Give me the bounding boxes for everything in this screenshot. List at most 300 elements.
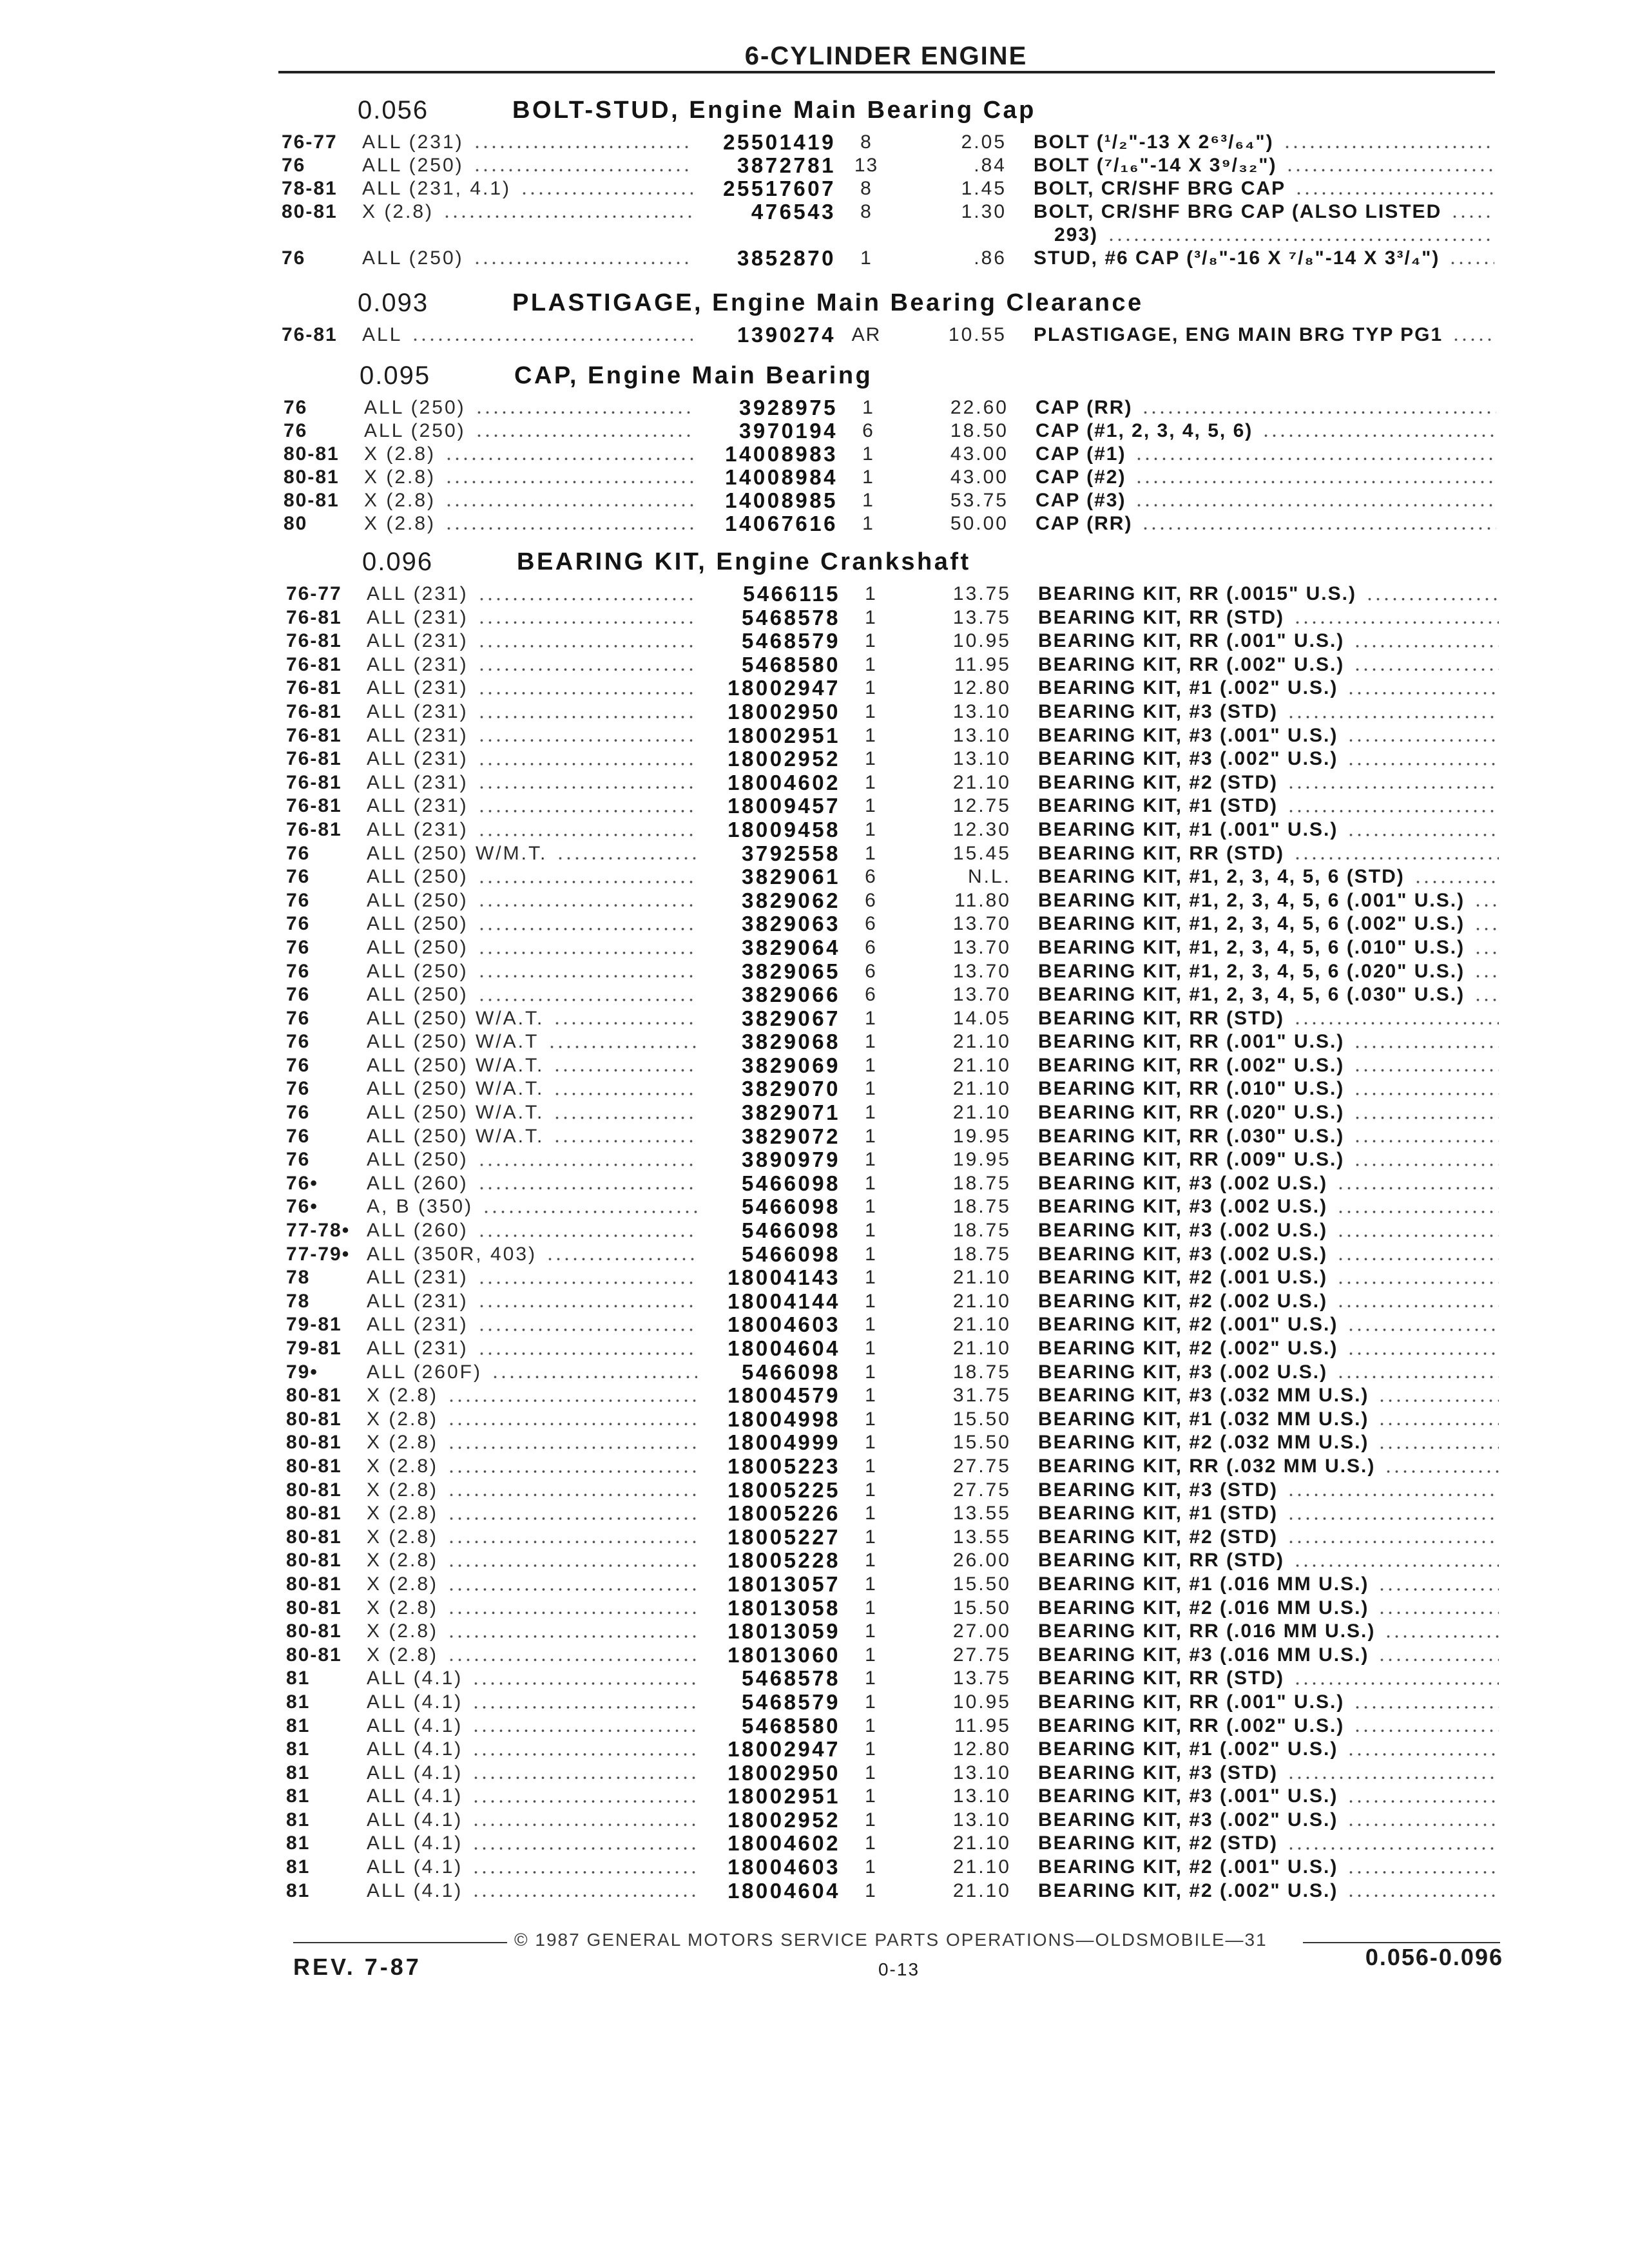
dot-leader (472, 1762, 697, 1785)
model-cell (367, 1856, 711, 1879)
description-cell (1038, 1691, 1499, 1715)
model-year: 78-81 (282, 178, 338, 199)
description-cell (1038, 1856, 1499, 1879)
dot-leader (473, 247, 693, 270)
quantity: 1 (865, 1455, 877, 1477)
description-cell (1038, 1479, 1499, 1503)
description-cell (1038, 1101, 1499, 1125)
model-cell (367, 1148, 711, 1172)
model-cell (367, 724, 711, 748)
quantity: 1 (865, 1267, 877, 1289)
quantity: 1 (865, 1644, 877, 1666)
dot-leader (1347, 747, 1499, 771)
group-range: 0.056-0.096 (1365, 1944, 1503, 1970)
description-text: BEARING KIT, #2 (.002" U.S.) (1038, 1338, 1338, 1359)
model-text: ALL (4.1) (367, 1762, 463, 1783)
description-text: BEARING KIT, #2 (STD) (1038, 1526, 1278, 1548)
dot-leader (1353, 1125, 1499, 1149)
quantity: 6 (865, 913, 877, 935)
price: 13.10 (952, 1762, 1011, 1783)
part-number: 3928975 (739, 396, 838, 419)
description-text: BEARING KIT, #1 (STD) (1038, 795, 1278, 817)
part-number: 3829062 (742, 888, 840, 912)
part-number: 18004143 (728, 1265, 840, 1290)
model-year: 80-81 (286, 1432, 342, 1454)
price: 18.50 (950, 420, 1008, 441)
parts-row (286, 1172, 1501, 1196)
model-cell (367, 818, 711, 842)
part-number: 5468580 (742, 652, 840, 677)
description-cell (1038, 1384, 1499, 1408)
quantity: 1 (862, 397, 874, 418)
parts-row (286, 889, 1501, 913)
dot-leader (553, 1054, 697, 1078)
model-text: ALL (250) (367, 889, 468, 911)
parts-row (286, 1290, 1501, 1314)
dot-leader (445, 466, 695, 489)
model-text: ALL (4.1) (367, 1809, 463, 1831)
dot-leader (411, 323, 693, 347)
price: 21.10 (952, 1102, 1011, 1124)
model-text: ALL (231) (362, 131, 464, 153)
description-cell (1038, 1007, 1499, 1031)
parts-row (286, 1715, 1501, 1738)
model-cell (367, 1762, 711, 1785)
part-number: 3792558 (742, 841, 840, 865)
description-cell (1038, 1030, 1499, 1054)
model-text: X (2.8) (367, 1503, 439, 1524)
part-number: 3829065 (742, 959, 840, 983)
model-year: 80-81 (286, 1385, 342, 1407)
model-year: 76 (286, 1078, 311, 1100)
price: 18.75 (952, 1172, 1011, 1194)
dot-leader (1293, 842, 1499, 866)
model-text: ALL (4.1) (367, 1856, 463, 1878)
model-year: 76 (286, 984, 311, 1006)
price: 18.75 (952, 1220, 1011, 1242)
dot-leader (1347, 818, 1499, 842)
quantity: 6 (865, 984, 877, 1006)
part-number: 476543 (751, 200, 836, 224)
description-text: BEARING KIT, #1 (.016 MM U.S.) (1038, 1573, 1369, 1595)
part-number: 18004144 (728, 1289, 840, 1313)
price: 31.75 (952, 1385, 1011, 1407)
model-text: X (2.8) (367, 1385, 439, 1407)
dot-leader (472, 1832, 697, 1856)
dot-leader (1474, 912, 1499, 936)
part-number: 18002951 (728, 1784, 840, 1809)
dot-leader (477, 653, 697, 677)
parts-row (286, 1243, 1501, 1267)
model-cell (364, 466, 709, 489)
model-year: 76 (286, 1054, 311, 1076)
model-cell (367, 1431, 711, 1455)
part-number: 18005225 (728, 1477, 840, 1502)
model-cell (362, 131, 707, 154)
price: 50.00 (950, 513, 1008, 534)
price: 12.80 (952, 1738, 1011, 1760)
description-cell (1038, 1361, 1499, 1385)
section-title: BEARING KIT, Engine Crankshaft (517, 548, 971, 575)
price: 27.75 (952, 1644, 1011, 1666)
dot-leader (477, 700, 697, 724)
description-cell (1038, 818, 1499, 842)
parts-row (286, 1195, 1501, 1219)
part-number: 18004579 (728, 1383, 840, 1408)
price: 15.50 (952, 1597, 1011, 1619)
model-text: X (2.8) (364, 513, 436, 534)
description-cell (1038, 1832, 1499, 1856)
description-cell (1038, 1455, 1499, 1479)
description-cell (1038, 1879, 1499, 1903)
description-cell (1036, 466, 1496, 489)
description-text: BEARING KIT, #2 (.001" U.S.) (1038, 1856, 1338, 1878)
dot-leader (447, 1597, 697, 1620)
description-cell (1038, 1620, 1499, 1644)
description-cell (1034, 200, 1494, 224)
parts-row (286, 582, 1501, 606)
quantity: 1 (865, 1432, 877, 1454)
model-cell (362, 177, 707, 200)
model-text: ALL (231) (367, 724, 468, 746)
description-cell (1038, 1667, 1499, 1691)
model-year: 80-81 (284, 466, 340, 488)
quantity: 1 (865, 1314, 877, 1336)
price: 43.00 (950, 443, 1008, 465)
dot-leader (477, 983, 697, 1007)
model-year: 76-81 (286, 748, 342, 770)
description-cell (1038, 1172, 1499, 1196)
model-text: ALL (250) (367, 913, 468, 935)
model-text: ALL (4.1) (367, 1832, 463, 1854)
model-year: 80-81 (286, 1479, 342, 1501)
price: 11.95 (954, 1715, 1011, 1736)
section-title: BOLT-STUD, Engine Main Bearing Cap (512, 97, 1036, 124)
parts-row (286, 724, 1501, 748)
model-year: 81 (286, 1879, 311, 1901)
model-cell (367, 1337, 711, 1361)
quantity: 1 (865, 1503, 877, 1524)
price: 13.10 (952, 748, 1011, 770)
section-title: PLASTIGAGE, Engine Main Bearing Clearance (512, 289, 1144, 316)
dot-leader (1378, 1573, 1499, 1597)
parts-row (286, 1384, 1501, 1408)
model-cell (367, 1455, 711, 1479)
model-text: ALL (231) (367, 606, 468, 628)
price: 13.70 (952, 984, 1011, 1006)
quantity: 1 (865, 1243, 877, 1265)
model-text: ALL (260F) (367, 1361, 482, 1383)
model-text: X (2.8) (364, 466, 436, 488)
description-cell (1038, 1408, 1499, 1432)
part-number: 14008985 (725, 488, 838, 512)
dot-leader (472, 1738, 697, 1762)
description-cell (1038, 1148, 1499, 1172)
dot-leader (1347, 724, 1499, 748)
model-cell (367, 865, 711, 889)
dot-leader (1353, 1054, 1499, 1078)
dot-leader (472, 1809, 697, 1832)
model-cell (367, 794, 711, 818)
price: 13.70 (952, 913, 1011, 935)
dot-leader (1378, 1597, 1499, 1620)
parts-row (286, 1620, 1501, 1644)
description-cell (1038, 912, 1499, 936)
model-text: ALL (4.1) (367, 1785, 463, 1807)
dot-leader (1135, 489, 1496, 512)
model-text: ALL (231, 4.1) (362, 178, 512, 199)
price: .86 (974, 247, 1007, 269)
model-text: ALL (250) (362, 155, 464, 176)
price: 15.50 (952, 1432, 1011, 1454)
quantity: 1 (865, 1762, 877, 1783)
description-text: BEARING KIT, #1 (.002" U.S.) (1038, 677, 1338, 699)
quantity: 1 (865, 1149, 877, 1171)
model-cell (364, 419, 709, 443)
dot-leader (1474, 889, 1499, 913)
dot-leader (1293, 606, 1499, 630)
model-year: 79-81 (286, 1314, 342, 1336)
quantity: 1 (862, 490, 874, 511)
model-year: 76• (286, 1196, 318, 1218)
parts-row (284, 396, 1498, 419)
dot-leader (1141, 396, 1496, 419)
parts-row (284, 489, 1498, 512)
description-cell (1038, 1573, 1499, 1597)
model-cell (367, 1644, 711, 1667)
dot-leader (445, 512, 695, 535)
description-text: BEARING KIT, #3 (.002 U.S.) (1038, 1361, 1328, 1383)
description-text: BEARING KIT, #2 (.002" U.S.) (1038, 1879, 1338, 1901)
parts-row (286, 677, 1501, 700)
dot-leader (477, 629, 697, 653)
dot-leader (477, 582, 697, 606)
dot-leader (1336, 1219, 1499, 1243)
dot-leader (1353, 1030, 1499, 1054)
description-cell (1038, 865, 1499, 889)
dot-leader (1287, 1526, 1499, 1550)
quantity: 1 (865, 842, 877, 864)
model-text: ALL (4.1) (367, 1667, 463, 1689)
model-cell (367, 653, 711, 677)
model-text: X (2.8) (367, 1526, 439, 1548)
description-cell (1038, 724, 1499, 748)
model-cell (367, 1266, 711, 1290)
dot-leader (477, 889, 697, 913)
model-cell (364, 396, 709, 419)
price: 2.05 (961, 131, 1007, 153)
price: 13.70 (952, 960, 1011, 982)
part-number: 18004604 (728, 1336, 840, 1360)
model-text: ALL (231) (367, 1314, 468, 1336)
part-number: 3829067 (742, 1006, 840, 1030)
part-number: 3829068 (742, 1030, 840, 1054)
part-number: 5466098 (742, 1171, 840, 1195)
description-cell (1038, 1077, 1499, 1101)
parts-row (286, 653, 1501, 677)
description-cell (1034, 154, 1494, 177)
price: 13.75 (952, 606, 1011, 628)
price: 13.55 (952, 1526, 1011, 1548)
quantity: 1 (865, 677, 877, 699)
price: 12.80 (952, 677, 1011, 699)
parts-row (284, 512, 1498, 535)
description-text: BEARING KIT, RR (.032 MM U.S.) (1038, 1455, 1376, 1477)
model-cell (367, 1502, 711, 1526)
description-text: BEARING KIT, #2 (STD) (1038, 771, 1278, 793)
price: 1.45 (961, 178, 1007, 199)
quantity: 1 (865, 1408, 877, 1430)
model-text: A, B (350) (367, 1196, 474, 1218)
model-text: ALL (250) W/A.T. (367, 1007, 545, 1029)
dot-leader (1293, 1549, 1499, 1573)
price: 18.75 (952, 1196, 1011, 1218)
quantity: 1 (865, 1172, 877, 1194)
description-cell (1038, 1549, 1499, 1573)
parts-row (282, 131, 1496, 154)
description-text: BEARING KIT, #1, 2, 3, 4, 5, 6 (.030" U.S.) (1038, 984, 1465, 1006)
dot-leader (1295, 177, 1494, 200)
model-text: ALL (231) (367, 1290, 468, 1312)
description-text: BEARING KIT, #2 (.032 MM U.S.) (1038, 1432, 1369, 1454)
quantity: 1 (865, 1715, 877, 1736)
part-number: 18009457 (728, 794, 840, 818)
description-text: CAP (RR) (1036, 397, 1133, 418)
quantity: 1 (865, 795, 877, 817)
dot-leader (553, 1101, 697, 1125)
dot-leader (477, 960, 697, 984)
model-text: ALL (231) (367, 630, 468, 652)
quantity: 1 (860, 247, 872, 269)
part-number: 18002951 (728, 723, 840, 747)
dot-leader (473, 131, 693, 154)
description-text: BEARING KIT, #2 (STD) (1038, 1832, 1278, 1854)
model-cell (367, 1101, 711, 1125)
model-year: 81 (286, 1762, 311, 1783)
description-cell (1038, 1785, 1499, 1809)
description-text: CAP (#1) (1036, 443, 1126, 465)
quantity: 1 (865, 1078, 877, 1100)
dot-leader (477, 1313, 697, 1337)
part-number: 14067616 (725, 512, 838, 535)
model-year: 76-81 (282, 324, 338, 345)
model-year: 76-81 (286, 795, 342, 817)
dot-leader (472, 1715, 697, 1738)
part-number: 18004999 (728, 1430, 840, 1455)
quantity: 1 (865, 1338, 877, 1359)
part-number: 18004603 (728, 1312, 840, 1337)
model-text: ALL (250) W/A.T. (367, 1078, 545, 1100)
price: 53.75 (950, 490, 1008, 511)
model-year: 76 (286, 1007, 311, 1029)
price: 1.30 (961, 201, 1007, 222)
model-text: ALL (250) (367, 984, 468, 1006)
description-cell (1038, 700, 1499, 724)
parts-row (286, 1856, 1501, 1879)
dot-leader (447, 1479, 697, 1503)
model-year: 80-81 (286, 1408, 342, 1430)
model-year: 76 (284, 397, 308, 418)
model-text: ALL (260) (367, 1172, 468, 1194)
model-cell (367, 1054, 711, 1078)
catalog-section (282, 95, 1496, 270)
dot-leader (548, 1030, 697, 1054)
dot-leader (1286, 154, 1494, 177)
description-continuation: 293) (1054, 224, 1099, 245)
quantity: 1 (865, 1385, 877, 1407)
price: 21.10 (952, 771, 1011, 793)
parts-row (286, 912, 1501, 936)
quantity: 1 (865, 748, 877, 770)
parts-row (286, 1408, 1501, 1432)
model-cell (367, 1384, 711, 1408)
dot-leader (1474, 960, 1499, 984)
parts-row-continuation (282, 224, 1496, 247)
description-text: BEARING KIT, #1, 2, 3, 4, 5, 6 (.020" U.S.) (1038, 960, 1465, 982)
price: 19.95 (952, 1149, 1011, 1171)
dot-leader (472, 1856, 697, 1879)
quantity: 1 (865, 700, 877, 722)
description-text: BEARING KIT, #2 (.001 U.S.) (1038, 1267, 1328, 1289)
price: .84 (974, 155, 1007, 176)
description-text: BEARING KIT, #3 (.002 U.S.) (1038, 1220, 1328, 1242)
model-year: 80-81 (286, 1597, 342, 1619)
description-cell (1034, 323, 1494, 347)
model-year: 76 (286, 960, 311, 982)
description-text: BEARING KIT, RR (.030" U.S.) (1038, 1125, 1345, 1147)
model-year: 77-78• (286, 1220, 351, 1242)
quantity: 1 (865, 1785, 877, 1807)
model-year: 76-81 (286, 818, 342, 840)
model-cell (367, 606, 711, 630)
model-year: 76 (286, 866, 311, 888)
quantity: 1 (865, 1832, 877, 1854)
description-text: BOLT, CR/SHF BRG CAP (1034, 178, 1286, 199)
description-cell (1038, 1431, 1499, 1455)
parts-row (284, 419, 1498, 443)
part-number: 5468579 (742, 629, 840, 653)
model-cell (367, 1219, 711, 1243)
model-year: 81 (286, 1785, 311, 1807)
dot-leader (477, 771, 697, 795)
catalog-section (282, 287, 1496, 347)
section-number: 0.093 (358, 289, 429, 317)
part-number: 18002950 (728, 1760, 840, 1785)
model-year: 76 (286, 1102, 311, 1124)
dot-leader (477, 936, 697, 960)
price: 27.75 (952, 1479, 1011, 1501)
description-text: BEARING KIT, #3 (.032 MM U.S.) (1038, 1385, 1369, 1407)
quantity: 1 (865, 1031, 877, 1053)
part-number: 18005228 (728, 1548, 840, 1573)
parts-row (286, 1007, 1501, 1031)
description-cell (1036, 443, 1496, 466)
part-number: 5468578 (742, 1666, 840, 1691)
dot-leader (1287, 771, 1499, 795)
price: 21.10 (952, 1856, 1011, 1878)
parts-row (286, 1832, 1501, 1856)
parts-row (286, 1549, 1501, 1573)
model-year: 79• (286, 1361, 318, 1383)
dot-leader (1347, 1856, 1499, 1879)
parts-row (282, 177, 1496, 200)
model-cell (367, 582, 711, 606)
price: 22.60 (950, 397, 1008, 418)
model-text: X (2.8) (367, 1644, 439, 1666)
parts-row (286, 1361, 1501, 1385)
section-title: CAP, Engine Main Bearing (514, 362, 873, 389)
dot-leader (491, 1361, 697, 1385)
